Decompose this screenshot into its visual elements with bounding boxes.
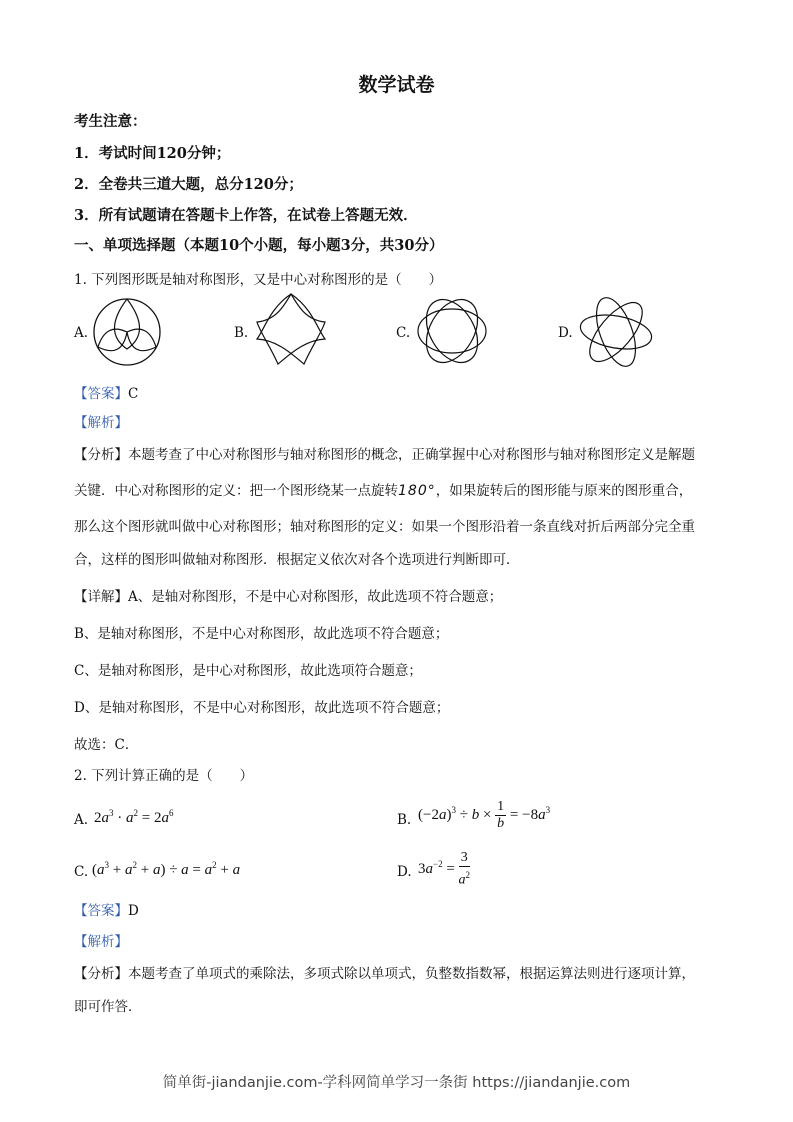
q1-answer: C [128,386,139,402]
q2-fenxi-tag: 【分析】 [74,966,128,982]
q2-answer-tag: 【答案】 [74,903,128,919]
q2-option-d-formula: $3a^{-2}$ = $\frac{3}{a^2}$ [418,850,471,888]
q1-fenxi-line-2: 关键．中心对称图形的定义：把一个图形绕某一点旋转 [74,483,398,499]
q1-figure-d [576,294,656,370]
q1-option-a-label: A. [74,325,89,341]
notice-item-3: 3．所有试题请在答题卡上作答，在试卷上答题无效． [74,207,418,224]
section-heading: 一、单项选择题（本题10个小题，每小题3分，共30分） [74,237,444,254]
q2-option-b-label: B. [397,812,412,828]
q1-option-b-label: B. [234,325,249,341]
q2-analysis-tag: 【解析】 [74,934,128,950]
q1-conclusion: 故选：C． [74,737,139,753]
q1-fenxi-tag: 【分析】 [74,447,128,463]
q1-figure-c [414,293,490,369]
q2-option-a-formula: $2a^3 \cdot a^2 = 2a^6$ [94,808,174,826]
q1-figure-a [92,297,162,367]
notice-heading: 考生注意： [74,113,147,130]
page-title: 数学试卷 [358,74,435,96]
q1-figure-b [252,290,330,368]
q1-fenxi-line-5: 合，这样的图形叫做轴对称图形．根据定义依次对各个选项进行判断即可． [74,552,520,568]
q2-fenxi-line-1: 本题考查了单项式的乘除法，多项式除以单项式，负整数指数幂，根据运算法则进行逐项计算， [128,966,695,982]
q1-rotation-angle: 180° [398,483,436,499]
q1-detail-tag: 【详解】 [74,589,128,605]
q1-fenxi-line-3: ，如果旋转后的图形能与原来的图形重合， [435,483,693,499]
q2-answer: D [128,903,139,919]
q1-detail-line-1: A、是轴对称图形，不是中心对称图形，故此选项不符合题意； [128,589,503,605]
q2-fenxi-line-2: 即可作答． [74,999,142,1015]
q2-option-c-formula: $(a^3 + a^2 + a) \div a = a^2 + a$ [92,860,241,878]
q1-detail-line-2: B、是轴对称图形，不是中心对称图形，故此选项不符合题意； [74,626,449,642]
q1-fenxi-line-1: 本题考查了中心对称图形与轴对称图形的概念，正确掌握中心对称图形与轴对称图形定义是解题 [128,447,695,463]
q2-option-b-formula: $(-2a)^3 \div b$ × $\frac{1}{b}$ = $-8a^3$ [418,799,551,831]
q1-analysis-tag: 【解析】 [74,415,128,431]
q1-answer-tag: 【答案】 [74,386,128,402]
q1-option-c-label: C. [396,325,411,341]
q2-option-c-label: C. [74,864,89,880]
q1-detail-line-3: C、是轴对称图形，是中心对称图形，故此选项符合题意； [74,663,422,679]
q2-stem: 2. 下列计算正确的是（ ） [74,768,254,784]
q1-fenxi-line-4: 那么这个图形就叫做中心对称图形；轴对称图形的定义：如果一个图形沿着一条直线对折后两部分完全重 [74,519,695,535]
q2-option-a-label: A. [74,812,89,828]
notice-item-1: 1．考试时间120分钟； [74,145,231,162]
notice-item-2: 2．全卷共三道大题，总分120分； [74,176,303,193]
q2-option-d-label: D. [397,864,412,880]
page-footer: 简单街-jiandanjie.com-学科网简单学习一条街 https://jiandanjie.com [162,1075,631,1091]
q1-option-d-label: D. [558,325,573,341]
q1-stem: 1. 下列图形既是轴对称图形，又是中心对称图形的是（ ） [74,272,443,288]
q1-detail-line-4: D、是轴对称图形，不是中心对称图形，故此选项不符合题意； [74,700,450,716]
